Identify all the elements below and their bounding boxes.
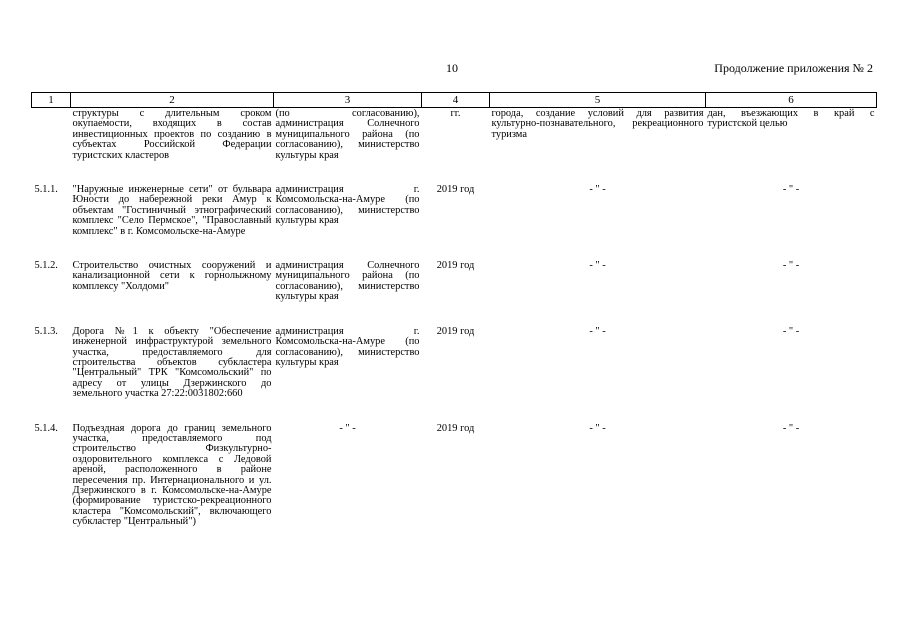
measure-name: Дорога №1 к объекту "Обеспечение инженерной инфраструктурой земельного участка, предоставляемого для строительства объектов субкластера "Центральный" ТРК "Комсомольский" по адресу от улицы Дзержинского до земельного участка 27:22:0031802:660	[72, 325, 272, 400]
table-row	[32, 185, 877, 237]
result: - " -	[782, 184, 800, 196]
year: гг.	[450, 108, 461, 119]
column-number: 3	[274, 93, 422, 108]
table-row	[32, 327, 877, 400]
row-number: 5.1.4.	[34, 422, 58, 434]
result: - " -	[782, 422, 800, 434]
executor: администрация Солнечного муниципального района (по согласованию), министерство культуры края	[275, 260, 420, 303]
table-row	[32, 424, 877, 528]
measure-name: Подъездная дорога до границ земельного участка, предоставляемого под строительство Физкультурно-оздоровительного комплекса с Ледовой ареной, расположенного в районе пересечения пр. Интернационального и ул. Дзержинского в г. Комсомольске-на-Амуре (формирование туристско-рекреационного кластера "Комсомольский", включающего субкластер "Центральный")	[72, 422, 272, 528]
result: - " -	[782, 325, 800, 337]
year: 2019 год	[436, 184, 475, 196]
table-row	[32, 108, 877, 162]
goal: - " -	[589, 422, 606, 434]
appendix-table	[31, 92, 877, 528]
appendix-label: Продолжение приложения № 2	[714, 61, 873, 75]
row-spacer	[32, 161, 877, 185]
row-number: 5.1.1.	[34, 184, 58, 196]
column-number: 4	[422, 93, 490, 108]
measure-name: Строительство очистных сооружений и канализационной сети к горнолыжному комплексу "Холдоми"	[72, 260, 272, 292]
column-number: 1	[32, 93, 71, 108]
row-number	[32, 108, 71, 162]
table-row	[32, 261, 877, 303]
executor: администрация г. Комсомольска-на-Амуре (по согласованию), министерство культуры края	[275, 325, 420, 368]
executor: - " -	[339, 422, 356, 434]
year: 2019 год	[436, 422, 475, 434]
row-number: 5.1.2.	[34, 260, 58, 272]
year: 2019 год	[436, 260, 475, 272]
measure-name: "Наружные инженерные сети" от бульвара Юности до набережной реки Амур к объектам "Гостиничный этнографический комплекс "Село Пермское", "Православный комплекс" в г. Комсомольске-на-Амуре	[72, 184, 272, 237]
executor: (по согласованию), администрация Солнечного муниципального района (по согласованию), министерство культуры края	[275, 108, 420, 161]
measure-name: структуры с длительным сроком окупаемости, входящих в состав инвестиционных проектов по созданию в субъектах Российской Федерации туристских кластеров	[72, 108, 272, 161]
row-spacer	[32, 303, 877, 327]
column-number-row	[32, 93, 877, 108]
year: 2019 год	[436, 325, 475, 337]
row-spacer	[32, 400, 877, 424]
column-number: 6	[706, 93, 877, 108]
goal: города, создание условий для развития культурно-познавательного, рекреационного туризма	[491, 108, 704, 140]
goal: - " -	[589, 184, 606, 196]
goal: - " -	[589, 325, 606, 337]
page-number: 10	[446, 61, 458, 75]
goal: - " -	[589, 260, 606, 272]
column-number: 2	[71, 93, 274, 108]
result: - " -	[782, 260, 800, 272]
row-number: 5.1.3.	[34, 325, 58, 337]
executor: администрация г. Комсомольска-на-Амуре (по согласованию), министерство культуры края	[275, 184, 420, 227]
column-number: 5	[490, 93, 706, 108]
row-spacer	[32, 237, 877, 261]
result: дан, въезжающих в край с туристской целью	[707, 108, 875, 130]
